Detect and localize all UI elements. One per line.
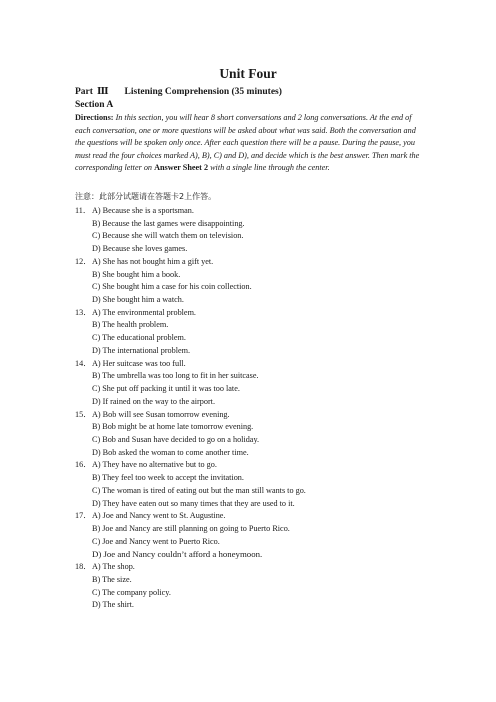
part-title: Listening Comprehension (35 minutes) (124, 87, 282, 97)
option-b: B) The health problem. (92, 320, 169, 330)
directions-label: Directions: (75, 113, 114, 122)
option-b: B) Bob might be at home late tomorrow evening. (92, 422, 254, 432)
option-d: D) Because she loves games. (92, 244, 188, 254)
question-17 (75, 510, 435, 561)
option-d: D) They have eaten out so many times that they are used to it. (92, 498, 295, 508)
option-b: B) Because the last games were disappointing. (92, 218, 245, 228)
question-number: 18． (75, 562, 92, 572)
section-heading: Section A (75, 100, 114, 110)
option-a: A) They have no alternative but to go. (92, 460, 217, 470)
option-d: D) If rained on the way to the airport. (92, 396, 215, 406)
question-number: 17． (75, 511, 92, 521)
question-12 (75, 256, 435, 307)
directions-text-part1: In this section, you will hear 8 short conversations and 2 long conversations. At the end of each conversation, one or more questions will be asked about what was said. Both the conversation and the questions will be spoken only once. After each question there will be a pause. During the pause, you must read the four choices marked A), B), C) and D), and decide which is the best answer. Then mark the corresponding letter on (75, 113, 420, 173)
option-b: B) The umbrella was too long to fit in her suitcase. (92, 371, 259, 381)
option-c: C) The woman is tired of eating out but the man still wants to go. (92, 485, 306, 495)
option-a: A) Joe and Nancy went to St. Augustine. (92, 511, 226, 521)
option-a: A) Because she is a sportsman. (92, 206, 194, 215)
option-d: D) The shirt. (92, 600, 134, 610)
directions-text-part2: with a single line through the center. (208, 163, 330, 173)
option-d: D) She bought him a watch. (92, 295, 184, 305)
question-18 (75, 561, 435, 612)
option-b: B) They feel too week to accept the invitation. (92, 473, 244, 483)
option-a: A) Her suitcase was too full. (92, 358, 186, 368)
part-heading (75, 86, 282, 97)
option-a: A) The environmental problem. (92, 307, 196, 317)
option-a: A) She has not bought him a gift yet. (92, 256, 214, 266)
question-number: 14． (75, 358, 92, 368)
option-c: C) Joe and Nancy went to Puerto Rico. (92, 536, 220, 546)
option-b: B) She bought him a book. (92, 269, 181, 279)
chinese-note: 注意：此部分试题请在答题卡2上作答。 (75, 192, 217, 201)
option-c: C) She bought him a case for his coin collection. (92, 282, 252, 292)
question-11 (75, 205, 435, 256)
question-15 (75, 409, 435, 460)
option-d: D) Bob asked the woman to come another time. (92, 447, 249, 457)
option-c: C) The educational problem. (92, 333, 186, 343)
option-b: B) The size. (92, 574, 132, 584)
option-c: C) Bob and Susan have decided to go on a holiday. (92, 434, 260, 444)
directions-paragraph (75, 112, 427, 175)
question-number: 12． (75, 256, 92, 266)
option-a: A) The shop. (92, 562, 135, 572)
option-c: C) She put off packing it until it was too late. (92, 384, 240, 394)
option-c: C) Because she will watch them on television. (92, 231, 244, 241)
part-label: Part (75, 87, 93, 97)
question-number: 16． (75, 460, 92, 470)
question-14 (75, 358, 435, 409)
option-b: B) Joe and Nancy are still planning on going to Puerto Rico. (92, 523, 290, 533)
option-d: D) The international problem. (92, 345, 191, 355)
question-number: 11． (75, 206, 92, 215)
unit-title: Unit Four (219, 66, 277, 81)
option-c: C) The company policy. (92, 587, 171, 597)
question-13 (75, 307, 435, 358)
question-number: 13． (75, 307, 92, 317)
question-list (75, 205, 435, 612)
question-number: 15． (75, 409, 92, 419)
option-a: A) Bob will see Susan tomorrow evening. (92, 409, 230, 419)
question-16 (75, 459, 435, 510)
answer-sheet-reference: Answer Sheet 2 (154, 163, 209, 173)
part-roman-numeral: Ⅲ (96, 87, 109, 97)
option-d: D) Joe and Nancy couldn’t afford a honeymoon. (92, 549, 263, 560)
